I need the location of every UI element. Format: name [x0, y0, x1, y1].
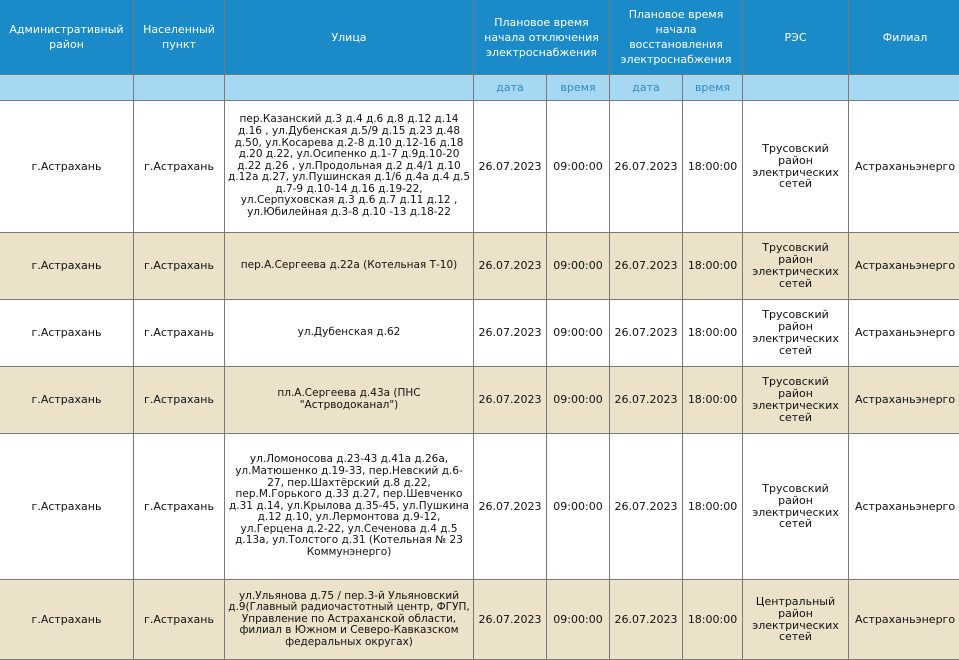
table-row: [0, 101, 959, 233]
header-restore-time: Плановое время начала восстановления электроснабжения: [610, 0, 743, 75]
cell-district: г.Астрахань: [0, 300, 134, 367]
cell-on-date: 26.07.2023: [610, 434, 683, 580]
subheader-empty: [0, 75, 134, 101]
cell-district: г.Астрахань: [0, 434, 134, 580]
cell-branch: Астраханьэнерго: [849, 434, 959, 580]
cell-res: Трусовский район электрических сетей: [743, 101, 849, 233]
cell-off-date: 26.07.2023: [474, 300, 547, 367]
cell-off-time: 09:00:00: [547, 434, 610, 580]
subheader-row: [0, 75, 959, 101]
header-res: РЭС: [743, 0, 849, 75]
subheader-empty: [225, 75, 474, 101]
table-row: [0, 580, 959, 660]
cell-on-date: 26.07.2023: [610, 300, 683, 367]
cell-district: г.Астрахань: [0, 580, 134, 660]
header-district: Административный район: [0, 0, 134, 75]
cell-res: Трусовский район электрических сетей: [743, 233, 849, 300]
subheader-on-time: время: [683, 75, 743, 101]
cell-street: пер.А.Сергеева д.22а (Котельная Т-10): [225, 233, 474, 300]
cell-settlement: г.Астрахань: [134, 434, 225, 580]
cell-res: Трусовский район электрических сетей: [743, 367, 849, 434]
subheader-off-time: время: [547, 75, 610, 101]
subheader-on-date: дата: [610, 75, 683, 101]
cell-off-date: 26.07.2023: [474, 101, 547, 233]
cell-settlement: г.Астрахань: [134, 300, 225, 367]
cell-on-time: 18:00:00: [683, 367, 743, 434]
header-branch: Филиал: [849, 0, 959, 75]
cell-district: г.Астрахань: [0, 101, 134, 233]
table-row: [0, 233, 959, 300]
table-row: [0, 434, 959, 580]
cell-branch: Астраханьэнерго: [849, 101, 959, 233]
cell-settlement: г.Астрахань: [134, 367, 225, 434]
header-row: [0, 0, 959, 75]
cell-off-time: 09:00:00: [547, 367, 610, 434]
cell-on-time: 18:00:00: [683, 101, 743, 233]
cell-on-time: 18:00:00: [683, 233, 743, 300]
cell-off-date: 26.07.2023: [474, 434, 547, 580]
cell-branch: Астраханьэнерго: [849, 300, 959, 367]
cell-off-time: 09:00:00: [547, 300, 610, 367]
cell-branch: Астраханьэнерго: [849, 580, 959, 660]
cell-street: пл.А.Сергеева д.43а (ПНС "Астрводоканал"): [225, 367, 474, 434]
cell-branch: Астраханьэнерго: [849, 233, 959, 300]
cell-on-time: 18:00:00: [683, 580, 743, 660]
subheader-empty: [743, 75, 849, 101]
cell-off-time: 09:00:00: [547, 233, 610, 300]
cell-on-date: 26.07.2023: [610, 233, 683, 300]
cell-on-time: 18:00:00: [683, 434, 743, 580]
table-row: [0, 367, 959, 434]
header-off-time: Плановое время начала отключения электроснабжения: [474, 0, 610, 75]
cell-street: ул.Ломоносова д.23-43 д.41а д.26а, ул.Матюшенко д.19-33, пер.Невский д.6-27, пер.Шахтёрский д.8 д.22, пер.М.Горького д.33 д.27, пер.Шевченко д.31 д.14, ул.Крылова д.35-45, ул.Пушкина д.12 д.10, ул.Лермонтова д.9-12, ул.Герцена д.2-22, ул.Сеченова д.4 д.5 д.13а, ул.Толстого д.31 (Котельная № 23 Коммунэнерго): [225, 434, 474, 580]
cell-district: г.Астрахань: [0, 233, 134, 300]
subheader-off-date: дата: [474, 75, 547, 101]
cell-district: г.Астрахань: [0, 367, 134, 434]
cell-settlement: г.Астрахань: [134, 233, 225, 300]
cell-off-date: 26.07.2023: [474, 367, 547, 434]
cell-branch: Астраханьэнерго: [849, 367, 959, 434]
cell-settlement: г.Астрахань: [134, 580, 225, 660]
cell-on-time: 18:00:00: [683, 300, 743, 367]
cell-on-date: 26.07.2023: [610, 101, 683, 233]
cell-off-date: 26.07.2023: [474, 233, 547, 300]
subheader-empty: [849, 75, 959, 101]
header-street: Улица: [225, 0, 474, 75]
cell-settlement: г.Астрахань: [134, 101, 225, 233]
cell-on-date: 26.07.2023: [610, 367, 683, 434]
cell-res: Трусовский район электрических сетей: [743, 300, 849, 367]
header-settlement: Населенный пункт: [134, 0, 225, 75]
cell-street: ул.Дубенская д.62: [225, 300, 474, 367]
subheader-empty: [134, 75, 225, 101]
cell-res: Трусовский район электрических сетей: [743, 434, 849, 580]
table-row: [0, 300, 959, 367]
cell-street: ул.Ульянова д.75 / пер.3-й Ульяновский д.9(Главный радиочастотный центр, ФГУП, Управление по Астраханской области, филиал в Южном и Северо-Кавказском федеральных округах): [225, 580, 474, 660]
cell-off-time: 09:00:00: [547, 580, 610, 660]
cell-street: пер.Казанский д.3 д.4 д.6 д.8 д.12 д.14 д.16 , ул.Дубенская д.5/9 д.15 д.23 д.48 д.50, ул.Косарева д.2-8 д.10 д.12-16 д.18 д.20 д.22, ул.Осипенко д.1-7 д.9д.10-20 д.22 д.26 , ул.Продольная д.2 д.4/1 д.10 д.12а д.27, ул.Пушинская д.1/6 д.4а д.4 д.5 д.7-9 д.10-14 д.16 д.19-22, ул.Серпуховская д.3 д.6 д.7 д.11 д.12 , ул.Юбилейная д.3-8 д.10 -13 д.18-22: [225, 101, 474, 233]
cell-off-date: 26.07.2023: [474, 580, 547, 660]
cell-off-time: 09:00:00: [547, 101, 610, 233]
cell-on-date: 26.07.2023: [610, 580, 683, 660]
cell-res: Центральный район электрических сетей: [743, 580, 849, 660]
